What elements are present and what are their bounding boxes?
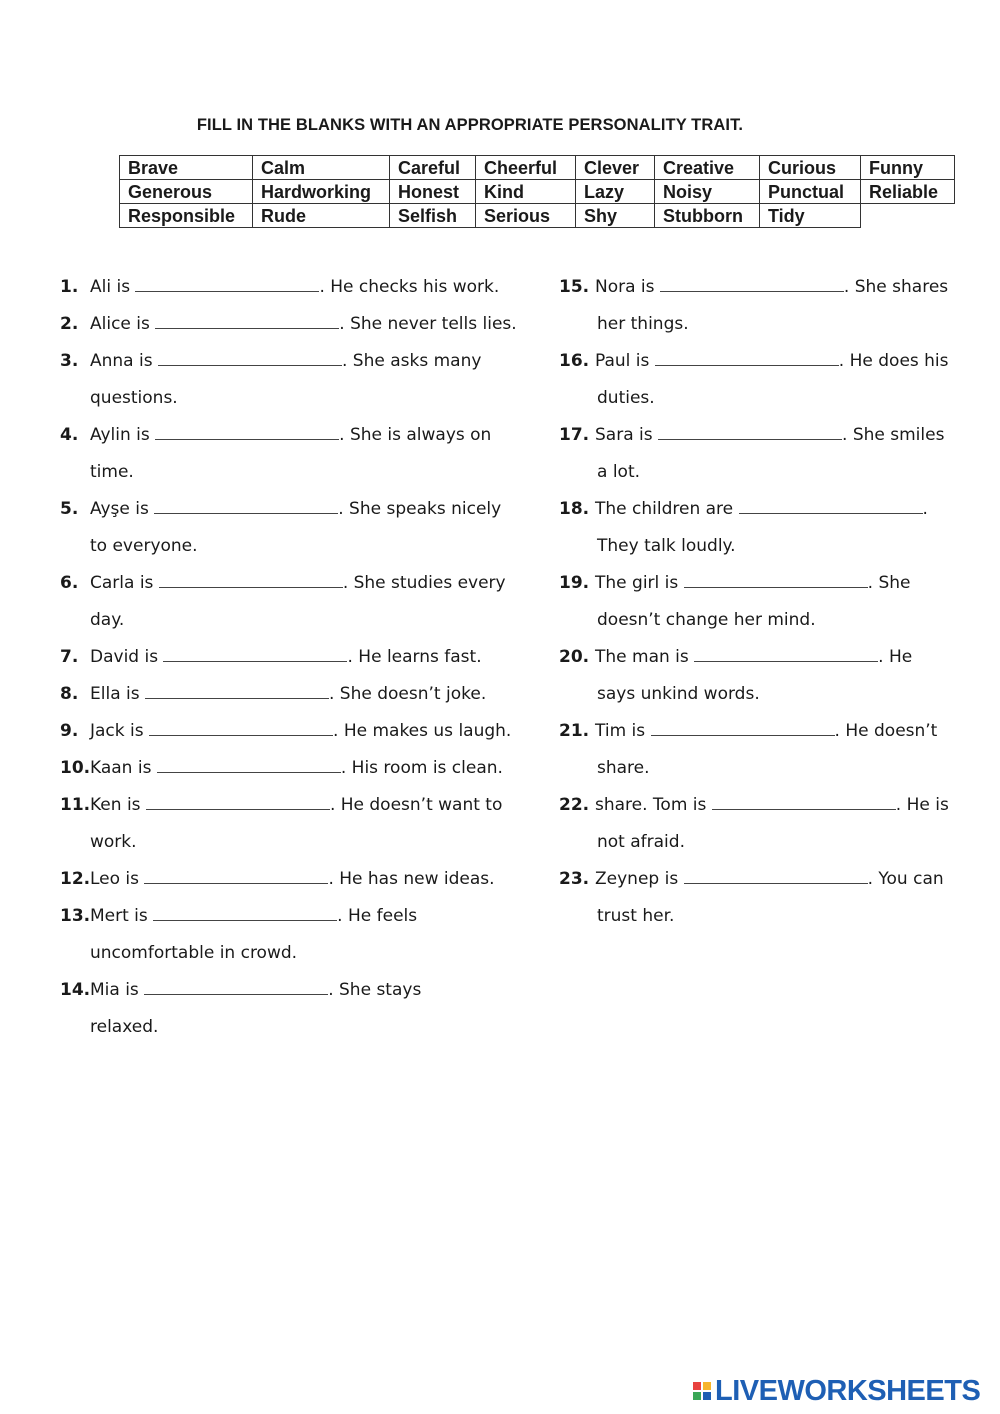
question-suffix: . She asks many: [342, 351, 482, 371]
logo-text: LIVEWORKSHEETS: [715, 1374, 981, 1407]
word-bank-row: [120, 180, 955, 204]
question-continuation: says unkind words.: [597, 684, 760, 704]
question-line: [90, 758, 503, 778]
question-suffix: . She doesn’t joke.: [329, 684, 487, 704]
logo-square: [703, 1382, 711, 1390]
question-suffix: . She never tells lies.: [339, 314, 517, 334]
question-number: 3.: [60, 351, 79, 371]
answer-blank[interactable]: [651, 721, 835, 736]
question-prefix: Jack is: [90, 721, 144, 741]
word-bank-row: [120, 156, 955, 180]
answer-blank[interactable]: [155, 425, 339, 440]
word-bank-cell: Responsible: [120, 204, 253, 228]
question-line: [595, 277, 948, 297]
question-prefix: Nora is: [595, 277, 655, 297]
question-prefix: Ella is: [90, 684, 140, 704]
question-line: [90, 795, 502, 815]
question-suffix: . He makes us laugh.: [333, 721, 512, 741]
question-number: 12.: [60, 869, 91, 889]
word-bank-cell: Noisy: [655, 180, 760, 204]
word-bank-cell: Brave: [120, 156, 253, 180]
answer-blank[interactable]: [135, 277, 319, 292]
question-number: 21.: [559, 721, 590, 741]
word-bank-cell: Punctual: [760, 180, 861, 204]
word-bank-cell: Kind: [476, 180, 576, 204]
question-suffix: . He feels: [337, 906, 418, 926]
answer-blank[interactable]: [153, 906, 337, 921]
question-continuation: a lot.: [597, 462, 641, 482]
answer-blank[interactable]: [712, 795, 896, 810]
question-number: 1.: [60, 277, 79, 297]
question-number: 10.: [60, 758, 91, 778]
question-number: 11.: [60, 795, 91, 815]
question-prefix: Mia is: [90, 980, 139, 1000]
question-number: 9.: [60, 721, 79, 741]
question-prefix: Carla is: [90, 573, 154, 593]
answer-blank[interactable]: [157, 758, 341, 773]
question-line: [90, 573, 506, 593]
question-line: [90, 684, 486, 704]
question-prefix: Paul is: [595, 351, 650, 371]
question-line: [595, 869, 944, 889]
worksheet-title: FILL IN THE BLANKS WITH AN APPROPRIATE PERSONALITY TRAIT.: [196, 116, 744, 134]
question-number: 22.: [559, 795, 590, 815]
question-suffix: . He has new ideas.: [328, 869, 495, 889]
question-continuation: questions.: [90, 388, 178, 408]
question-suffix: .: [922, 499, 928, 519]
question-line: [90, 277, 499, 297]
question-number: 19.: [559, 573, 590, 593]
question-suffix: . She speaks nicely: [338, 499, 502, 519]
question-suffix: . She stays: [328, 980, 422, 1000]
question-number: 2.: [60, 314, 79, 334]
question-suffix: . He doesn’t want to: [329, 795, 503, 815]
answer-blank[interactable]: [658, 425, 842, 440]
question-continuation: not afraid.: [597, 832, 685, 852]
answer-blank[interactable]: [158, 351, 342, 366]
answer-blank[interactable]: [145, 684, 329, 699]
answer-blank[interactable]: [155, 314, 339, 329]
question-prefix: Ayşe is: [90, 499, 149, 519]
question-line: [595, 795, 949, 815]
answer-blank[interactable]: [684, 573, 868, 588]
question-number: 16.: [559, 351, 590, 371]
word-bank-cell: Calm: [253, 156, 390, 180]
question-suffix: . He checks his work.: [319, 277, 500, 297]
answer-blank[interactable]: [159, 573, 343, 588]
answer-blank[interactable]: [660, 277, 844, 292]
question-prefix: Alice is: [90, 314, 150, 334]
question-line: [90, 425, 491, 445]
word-bank-cell: Creative: [655, 156, 760, 180]
word-bank-cell: Serious: [476, 204, 576, 228]
question-number: 5.: [60, 499, 79, 519]
question-line: [595, 573, 910, 593]
word-bank-cell: Reliable: [861, 180, 955, 204]
question-number: 7.: [60, 647, 79, 667]
question-number: 14.: [60, 980, 91, 1000]
word-bank-table: [119, 155, 955, 228]
question-suffix: . He doesn’t: [834, 721, 938, 741]
question-prefix: The children are: [595, 499, 734, 519]
question-suffix: . She shares: [843, 277, 949, 297]
question-line: [90, 314, 517, 334]
question-prefix: The girl is: [595, 573, 679, 593]
question-line: [90, 906, 417, 926]
answer-blank[interactable]: [655, 351, 839, 366]
word-bank-empty-cell: [861, 204, 955, 228]
word-bank-cell: Shy: [576, 204, 655, 228]
question-continuation: work.: [90, 832, 137, 852]
question-prefix: Leo is: [90, 869, 140, 889]
question-suffix: . You can: [867, 869, 944, 889]
question-line: [595, 721, 937, 741]
question-suffix: . His room is clean.: [340, 758, 503, 778]
question-number: 4.: [60, 425, 79, 445]
question-prefix: Tim is: [595, 721, 646, 741]
question-line: [90, 721, 511, 741]
answer-blank[interactable]: [144, 869, 328, 884]
question-continuation: her things.: [597, 314, 689, 334]
answer-blank[interactable]: [149, 721, 333, 736]
question-prefix: Zeynep is: [595, 869, 679, 889]
word-bank-cell: Funny: [861, 156, 955, 180]
question-line: [595, 351, 949, 371]
question-line: [90, 351, 481, 371]
word-bank-cell: Selfish: [390, 204, 476, 228]
question-continuation: duties.: [597, 388, 655, 408]
question-suffix: . He does his: [838, 351, 949, 371]
question-continuation: share.: [597, 758, 650, 778]
question-prefix: Aylin is: [90, 425, 150, 445]
question-number: 18.: [559, 499, 590, 519]
question-continuation: They talk loudly.: [597, 536, 736, 556]
question-prefix: share. Tom is: [595, 795, 707, 815]
question-line: [90, 980, 421, 1000]
question-line: [90, 647, 482, 667]
question-prefix: Anna is: [90, 351, 153, 371]
word-bank-cell: Rude: [253, 204, 390, 228]
question-suffix: . She is always on: [339, 425, 492, 445]
question-number: 15.: [559, 277, 590, 297]
question-line: [90, 499, 501, 519]
question-continuation: to everyone.: [90, 536, 198, 556]
question-suffix: . She: [867, 573, 911, 593]
question-continuation: relaxed.: [90, 1017, 159, 1037]
question-continuation: doesn’t change her mind.: [597, 610, 816, 630]
logo-square: [693, 1392, 701, 1400]
logo-grid-icon: [693, 1382, 711, 1400]
question-prefix: Ali is: [90, 277, 131, 297]
word-bank-cell: Stubborn: [655, 204, 760, 228]
answer-blank[interactable]: [146, 795, 330, 810]
question-continuation: day.: [90, 610, 125, 630]
question-prefix: Mert is: [90, 906, 148, 926]
question-number: 20.: [559, 647, 590, 667]
question-suffix: . He learns fast.: [347, 647, 482, 667]
question-prefix: Ken is: [90, 795, 141, 815]
answer-blank[interactable]: [154, 499, 338, 514]
answer-blank[interactable]: [684, 869, 868, 884]
logo-square: [693, 1382, 701, 1390]
question-line: [90, 869, 495, 889]
answer-blank[interactable]: [144, 980, 328, 995]
word-bank-cell: Tidy: [760, 204, 861, 228]
question-suffix: . He: [878, 647, 913, 667]
word-bank-cell: Cheerful: [476, 156, 576, 180]
answer-blank[interactable]: [694, 647, 878, 662]
question-suffix: . He is: [895, 795, 949, 815]
question-continuation: uncomfortable in crowd.: [90, 943, 298, 963]
question-prefix: Kaan is: [90, 758, 152, 778]
question-continuation: trust her.: [597, 906, 675, 926]
word-bank-cell: Honest: [390, 180, 476, 204]
question-number: 17.: [559, 425, 590, 445]
word-bank-cell: Curious: [760, 156, 861, 180]
question-prefix: Sara is: [595, 425, 653, 445]
word-bank-cell: Careful: [390, 156, 476, 180]
answer-blank[interactable]: [739, 499, 923, 514]
question-line: [595, 499, 928, 519]
question-suffix: . She studies every: [342, 573, 506, 593]
word-bank-cell: Clever: [576, 156, 655, 180]
liveworksheets-logo[interactable]: [693, 1376, 980, 1406]
question-suffix: . She smiles: [842, 425, 945, 445]
question-continuation: time.: [90, 462, 134, 482]
answer-blank[interactable]: [163, 647, 347, 662]
question-number: 8.: [60, 684, 79, 704]
word-bank-row: [120, 204, 955, 228]
word-bank-cell: Generous: [120, 180, 253, 204]
word-bank-cell: Lazy: [576, 180, 655, 204]
question-prefix: David is: [90, 647, 159, 667]
question-prefix: The man is: [595, 647, 689, 667]
logo-square: [703, 1392, 711, 1400]
question-line: [595, 425, 944, 445]
word-bank-cell: Hardworking: [253, 180, 390, 204]
question-number: 13.: [60, 906, 91, 926]
question-number: 23.: [559, 869, 590, 889]
question-line: [595, 647, 912, 667]
question-number: 6.: [60, 573, 79, 593]
